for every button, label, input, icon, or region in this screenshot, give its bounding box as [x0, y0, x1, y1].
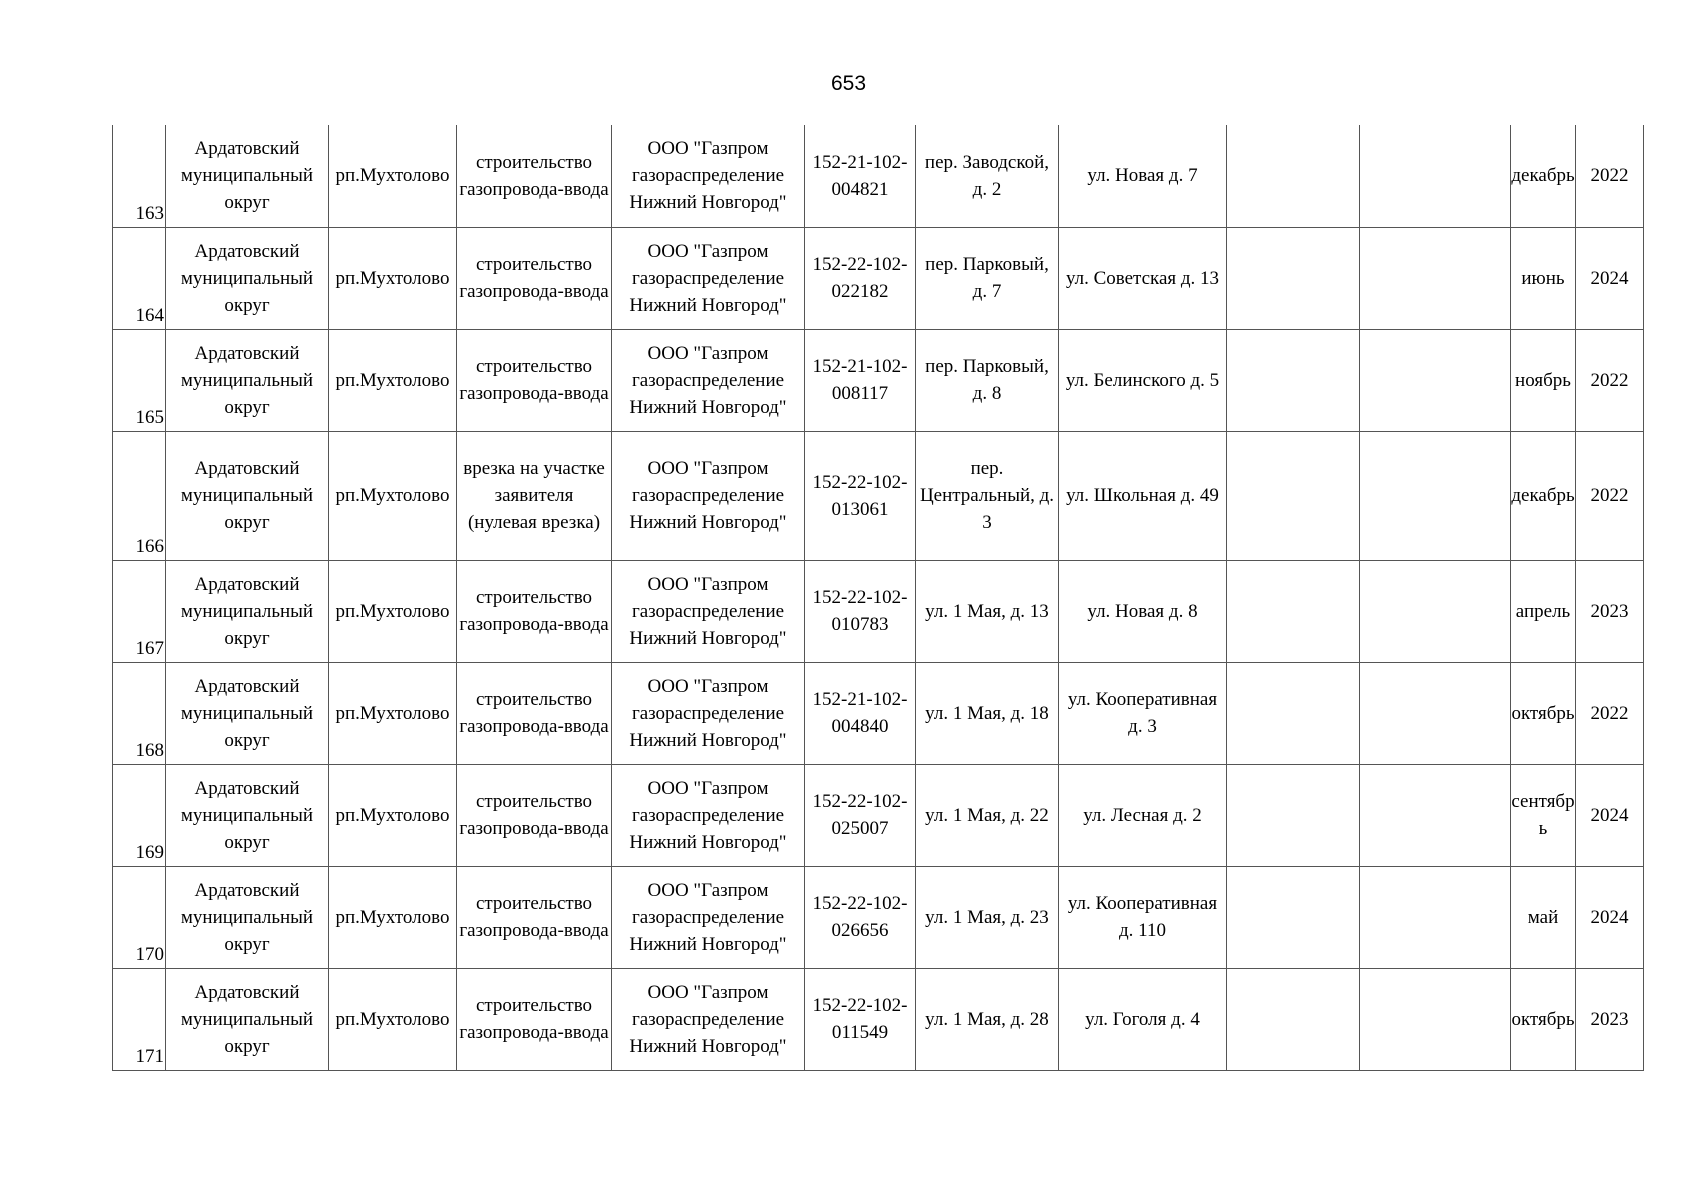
address-to-cell: ул. Гоголя д. 4	[1059, 968, 1227, 1070]
district-cell: Ардатовский муниципальный округ	[166, 968, 329, 1070]
table-body	[113, 125, 1644, 1070]
organization-cell: ООО "Газпром газораспределение Нижний Новгород"	[612, 125, 805, 227]
address-to-cell: ул. Новая д. 8	[1059, 560, 1227, 662]
month-cell: сентябрь	[1511, 764, 1576, 866]
organization-cell: ООО "Газпром газораспределение Нижний Новгород"	[612, 968, 805, 1070]
row-number: 165	[113, 329, 166, 431]
application-code-cell: 152-22-102-026656	[805, 866, 916, 968]
district-cell: Ардатовский муниципальный округ	[166, 764, 329, 866]
empty-cell	[1360, 227, 1511, 329]
year-cell: 2024	[1576, 227, 1644, 329]
address-to-cell: ул. Кооперативная д. 3	[1059, 662, 1227, 764]
row-number: 167	[113, 560, 166, 662]
application-code-cell: 152-21-102-008117	[805, 329, 916, 431]
settlement-cell: рп.Мухтолово	[329, 227, 457, 329]
district-cell: Ардатовский муниципальный округ	[166, 560, 329, 662]
row-number: 170	[113, 866, 166, 968]
year-cell: 2022	[1576, 662, 1644, 764]
work-type-cell: строительство газопровода-ввода	[457, 560, 612, 662]
application-code-cell: 152-22-102-010783	[805, 560, 916, 662]
address-from-cell: ул. 1 Мая, д. 13	[916, 560, 1059, 662]
empty-cell	[1227, 968, 1360, 1070]
work-type-cell: строительство газопровода-ввода	[457, 968, 612, 1070]
work-type-cell: строительство газопровода-ввода	[457, 125, 612, 227]
organization-cell: ООО "Газпром газораспределение Нижний Новгород"	[612, 866, 805, 968]
year-cell: 2022	[1576, 125, 1644, 227]
table-row	[113, 431, 1644, 560]
address-from-cell: пер. Заводской, д. 2	[916, 125, 1059, 227]
organization-cell: ООО "Газпром газораспределение Нижний Новгород"	[612, 329, 805, 431]
month-cell: ноябрь	[1511, 329, 1576, 431]
district-cell: Ардатовский муниципальный округ	[166, 329, 329, 431]
month-cell: октябрь	[1511, 968, 1576, 1070]
district-cell: Ардатовский муниципальный округ	[166, 866, 329, 968]
application-code-cell: 152-22-102-022182	[805, 227, 916, 329]
month-cell: апрель	[1511, 560, 1576, 662]
address-to-cell: ул. Советская д. 13	[1059, 227, 1227, 329]
table-row	[113, 662, 1644, 764]
organization-cell: ООО "Газпром газораспределение Нижний Новгород"	[612, 662, 805, 764]
year-cell: 2023	[1576, 560, 1644, 662]
settlement-cell: рп.Мухтолово	[329, 431, 457, 560]
table-row	[113, 968, 1644, 1070]
empty-cell	[1227, 662, 1360, 764]
empty-cell	[1227, 560, 1360, 662]
empty-cell	[1227, 227, 1360, 329]
month-cell: июнь	[1511, 227, 1576, 329]
year-cell: 2024	[1576, 764, 1644, 866]
settlement-cell: рп.Мухтолово	[329, 764, 457, 866]
work-type-cell: врезка на участке заявителя (нулевая врезка)	[457, 431, 612, 560]
empty-cell	[1360, 866, 1511, 968]
address-from-cell: ул. 1 Мая, д. 28	[916, 968, 1059, 1070]
empty-cell	[1360, 560, 1511, 662]
month-cell: декабрь	[1511, 125, 1576, 227]
row-number: 163	[113, 125, 166, 227]
address-from-cell: ул. 1 Мая, д. 23	[916, 866, 1059, 968]
settlement-cell: рп.Мухтолово	[329, 329, 457, 431]
organization-cell: ООО "Газпром газораспределение Нижний Новгород"	[612, 560, 805, 662]
organization-cell: ООО "Газпром газораспределение Нижний Новгород"	[612, 764, 805, 866]
month-cell: октябрь	[1511, 662, 1576, 764]
year-cell: 2024	[1576, 866, 1644, 968]
organization-cell: ООО "Газпром газораспределение Нижний Новгород"	[612, 431, 805, 560]
year-cell: 2023	[1576, 968, 1644, 1070]
row-number: 166	[113, 431, 166, 560]
district-cell: Ардатовский муниципальный округ	[166, 227, 329, 329]
empty-cell	[1360, 329, 1511, 431]
district-cell: Ардатовский муниципальный округ	[166, 431, 329, 560]
district-cell: Ардатовский муниципальный округ	[166, 662, 329, 764]
work-type-cell: строительство газопровода-ввода	[457, 866, 612, 968]
address-from-cell: ул. 1 Мая, д. 18	[916, 662, 1059, 764]
address-to-cell: ул. Белинского д. 5	[1059, 329, 1227, 431]
gas-connection-register-table	[112, 125, 1644, 1071]
application-code-cell: 152-22-102-013061	[805, 431, 916, 560]
row-number: 164	[113, 227, 166, 329]
empty-cell	[1227, 764, 1360, 866]
year-cell: 2022	[1576, 329, 1644, 431]
address-to-cell: ул. Кооперативная д. 110	[1059, 866, 1227, 968]
application-code-cell: 152-21-102-004840	[805, 662, 916, 764]
settlement-cell: рп.Мухтолово	[329, 968, 457, 1070]
settlement-cell: рп.Мухтолово	[329, 560, 457, 662]
address-from-cell: пер. Центральный, д. 3	[916, 431, 1059, 560]
empty-cell	[1360, 431, 1511, 560]
year-cell: 2022	[1576, 431, 1644, 560]
work-type-cell: строительство газопровода-ввода	[457, 662, 612, 764]
empty-cell	[1360, 764, 1511, 866]
row-number: 168	[113, 662, 166, 764]
address-to-cell: ул. Школьная д. 49	[1059, 431, 1227, 560]
work-type-cell: строительство газопровода-ввода	[457, 764, 612, 866]
work-type-cell: строительство газопровода-ввода	[457, 329, 612, 431]
organization-cell: ООО "Газпром газораспределение Нижний Новгород"	[612, 227, 805, 329]
settlement-cell: рп.Мухтолово	[329, 866, 457, 968]
month-cell: май	[1511, 866, 1576, 968]
table-row	[113, 125, 1644, 227]
table-row	[113, 560, 1644, 662]
address-to-cell: ул. Лесная д. 2	[1059, 764, 1227, 866]
row-number: 169	[113, 764, 166, 866]
work-type-cell: строительство газопровода-ввода	[457, 227, 612, 329]
application-code-cell: 152-22-102-025007	[805, 764, 916, 866]
empty-cell	[1227, 329, 1360, 431]
row-number: 171	[113, 968, 166, 1070]
page-number: 653	[830, 72, 867, 95]
table-row	[113, 329, 1644, 431]
address-from-cell: пер. Парковый, д. 7	[916, 227, 1059, 329]
address-from-cell: ул. 1 Мая, д. 22	[916, 764, 1059, 866]
table-row	[113, 227, 1644, 329]
district-cell: Ардатовский муниципальный округ	[166, 125, 329, 227]
empty-cell	[1227, 125, 1360, 227]
empty-cell	[1360, 968, 1511, 1070]
address-from-cell: пер. Парковый, д. 8	[916, 329, 1059, 431]
month-cell: декабрь	[1511, 431, 1576, 560]
application-code-cell: 152-21-102-004821	[805, 125, 916, 227]
empty-cell	[1360, 662, 1511, 764]
application-code-cell: 152-22-102-011549	[805, 968, 916, 1070]
table-row	[113, 764, 1644, 866]
address-to-cell: ул. Новая д. 7	[1059, 125, 1227, 227]
settlement-cell: рп.Мухтолово	[329, 662, 457, 764]
empty-cell	[1227, 431, 1360, 560]
empty-cell	[1360, 125, 1511, 227]
empty-cell	[1227, 866, 1360, 968]
table-row	[113, 866, 1644, 968]
settlement-cell: рп.Мухтолово	[329, 125, 457, 227]
